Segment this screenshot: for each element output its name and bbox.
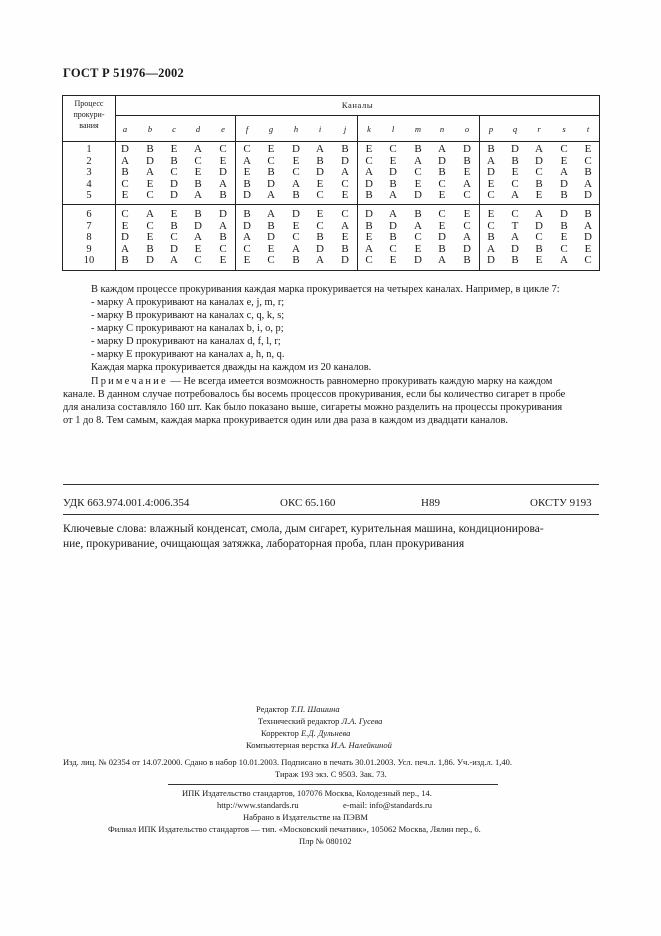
- brand-cell: B: [414, 143, 422, 155]
- brand-cell: C: [584, 254, 592, 266]
- brand-cell: B: [584, 166, 592, 178]
- keywords-line: ние, прокуривание, очищающая затяжка, лабораторная проба, план прокуривания: [63, 538, 465, 550]
- brand-cell: A: [365, 166, 373, 178]
- process-number: 4: [86, 178, 92, 190]
- brand-cell: A: [267, 189, 275, 201]
- brand-cell: A: [194, 189, 202, 201]
- channel-letter-d: d: [195, 124, 201, 134]
- brand-cell: D: [463, 242, 471, 255]
- brand-cell: C: [584, 154, 592, 167]
- channel-letter-h: h: [293, 124, 299, 134]
- channels-header: Каналы: [341, 100, 374, 110]
- channel-letter-f: f: [245, 124, 249, 134]
- brand-cell: A: [560, 166, 568, 178]
- brand-cell: E: [267, 143, 275, 155]
- process-number: 1: [86, 144, 92, 155]
- brand-cell: E: [170, 143, 178, 155]
- brand-cell: A: [584, 219, 592, 232]
- brand-cell: A: [341, 166, 349, 178]
- brand-cell: E: [463, 208, 471, 220]
- credit-role: Корректор: [261, 728, 299, 738]
- smoking-plan-table: [62, 95, 600, 271]
- note-label: Примечание: [91, 376, 168, 387]
- brand-cell: D: [389, 166, 397, 178]
- channel-letter-q: q: [512, 124, 518, 134]
- brand-cell: C: [146, 189, 154, 201]
- brand-cell: D: [170, 242, 178, 255]
- brand-cell: E: [194, 166, 202, 178]
- brand-cell: C: [170, 166, 178, 178]
- brand-cell: C: [511, 208, 519, 220]
- brand-cell: B: [121, 254, 129, 266]
- brand-cell: B: [243, 208, 251, 220]
- brand-cell: B: [560, 219, 568, 232]
- brand-cell: D: [267, 231, 275, 243]
- brand-cell: B: [194, 177, 202, 190]
- brand-cell: D: [438, 154, 446, 167]
- channel-letter-b: b: [147, 124, 153, 134]
- brand-cell: A: [292, 242, 300, 255]
- brand-cell: C: [316, 219, 324, 232]
- process-number: 6: [86, 209, 92, 220]
- process-number: 10: [83, 255, 95, 266]
- brand-cell: D: [194, 219, 202, 232]
- keywords: [63, 522, 603, 552]
- brand-cell: E: [414, 177, 422, 190]
- brand-cell: B: [487, 231, 495, 243]
- brand-cell: B: [292, 254, 300, 266]
- brand-cell: C: [535, 231, 543, 243]
- brand-cell: D: [584, 231, 592, 243]
- oks-code: ОКС 65.160: [280, 497, 336, 509]
- brand-cell: A: [463, 231, 471, 243]
- brand-cell: B: [535, 177, 543, 190]
- credit-role: Редактор: [256, 704, 289, 714]
- table-process-column-rule: [115, 96, 116, 270]
- brand-cell: A: [487, 242, 495, 255]
- paragraph-line: - марку A прокуривают на каналах e, j, m, r;: [91, 297, 285, 308]
- brand-cell: C: [267, 254, 275, 266]
- brand-cell: A: [535, 143, 543, 155]
- brand-cell: D: [487, 166, 495, 178]
- brand-cell: D: [560, 177, 568, 190]
- brand-cell: B: [243, 177, 251, 190]
- brand-cell: E: [365, 231, 373, 243]
- brand-cell: B: [511, 154, 519, 167]
- brand-cell: C: [463, 219, 471, 232]
- publisher-email: e-mail: info@standards.ru: [343, 800, 433, 810]
- brand-cell: D: [243, 189, 251, 201]
- brand-cell: D: [316, 166, 324, 178]
- brand-cell: A: [511, 231, 519, 243]
- brand-cell: B: [194, 208, 202, 220]
- process-header-line: Процесс: [74, 99, 104, 108]
- brand-cell: E: [487, 177, 495, 190]
- brand-cell: D: [438, 231, 446, 243]
- brand-cell: B: [389, 177, 397, 190]
- brand-cell: B: [267, 219, 275, 232]
- brand-cell: E: [219, 154, 227, 167]
- process-number: 3: [86, 167, 92, 178]
- brand-cell: B: [560, 189, 568, 201]
- brand-cell: E: [438, 189, 446, 201]
- brand-cell: C: [414, 231, 422, 243]
- category-code: Н89: [421, 497, 440, 509]
- brand-cell: E: [511, 166, 519, 178]
- brand-cell: E: [560, 154, 568, 167]
- brand-cell: C: [341, 208, 349, 220]
- brand-cell: D: [170, 189, 178, 201]
- brand-cell: E: [316, 177, 324, 190]
- paragraph-line: В каждом процессе прокуривания каждая марка прокуривается на четырех каналах. Например, в цикле 7:: [91, 284, 560, 295]
- brand-cell: B: [341, 242, 349, 255]
- brand-cell: E: [463, 166, 471, 178]
- credit-proofreader: [261, 727, 350, 739]
- brand-cell: D: [292, 208, 300, 220]
- brand-cell: A: [438, 254, 446, 266]
- brand-cell: E: [584, 242, 592, 255]
- brand-cell: E: [438, 219, 446, 232]
- separator-rule: [63, 514, 599, 515]
- paragraph-line: - марку B прокуривают на каналах c, q, k, s;: [91, 310, 285, 321]
- brand-cell: D: [535, 219, 543, 232]
- channel-letter-m: m: [414, 124, 422, 134]
- table-header-rule: [63, 141, 599, 142]
- brand-cell: E: [170, 208, 178, 220]
- brand-cell: D: [511, 143, 519, 155]
- okstu-code: ОКСТУ 9193: [530, 497, 592, 509]
- credit-name: Т.П. Шашина: [290, 704, 340, 714]
- keywords-line: Ключевые слова: влажный конденсат, смола, дым сигарет, курительная машина, кондиционирова-: [63, 523, 544, 535]
- brand-cell: A: [243, 154, 251, 167]
- brand-cell: A: [584, 177, 592, 190]
- brand-cell: E: [121, 189, 129, 201]
- paragraph-line: - марку C прокуривают на каналах b, i, o, p;: [91, 323, 284, 334]
- brand-cell: C: [365, 154, 373, 167]
- brand-cell: A: [463, 177, 471, 190]
- brand-cell: B: [316, 231, 324, 243]
- brand-cell: A: [316, 254, 324, 266]
- brand-cell: A: [438, 143, 446, 155]
- brand-cell: D: [219, 208, 227, 220]
- brand-cell: E: [389, 254, 397, 266]
- brand-cell: T: [511, 219, 519, 232]
- credit-editor: [256, 703, 340, 715]
- brand-cell: C: [243, 143, 251, 155]
- brand-cell: C: [316, 189, 324, 201]
- brand-cell: E: [146, 231, 154, 243]
- brand-cell: E: [292, 219, 300, 232]
- brand-cell: B: [389, 231, 397, 243]
- channel-letter-t: t: [586, 124, 590, 134]
- brand-cell: C: [292, 231, 300, 243]
- brand-cell: D: [121, 143, 129, 155]
- brand-cell: A: [243, 231, 251, 243]
- brand-cell: D: [365, 177, 373, 190]
- brand-cell: E: [219, 254, 227, 266]
- document-header: ГОСТ Р 51976—2002: [63, 66, 184, 80]
- brand-cell: C: [389, 242, 397, 255]
- publisher-typeset: Набрано в Издательстве на ПЭВМ: [243, 812, 368, 822]
- channel-letter-g: g: [268, 124, 274, 134]
- process-column-header: [63, 98, 115, 131]
- note-block: [63, 375, 603, 427]
- brand-cell: D: [292, 143, 300, 155]
- brand-cell: A: [170, 254, 178, 266]
- credit-tech-editor: [258, 715, 382, 727]
- brand-cell: B: [146, 143, 154, 155]
- channel-letter-p: p: [488, 124, 494, 134]
- brand-cell: B: [170, 154, 178, 167]
- brand-cell: E: [535, 254, 543, 266]
- brand-cell: D: [146, 154, 154, 167]
- brand-cell: B: [535, 242, 543, 255]
- brand-cell: B: [121, 166, 129, 178]
- brand-cell: A: [535, 208, 543, 220]
- brand-cell: D: [389, 219, 397, 232]
- brand-cell: E: [487, 208, 495, 220]
- brand-cell: C: [487, 219, 495, 232]
- brand-cell: C: [243, 242, 251, 255]
- brand-cell: A: [146, 208, 154, 220]
- imprint-line: Изд. лиц. № 02354 от 14.07.2000. Сдано в набор 10.01.2003. Подписано в печать 30.01.2003. Усл. печ.л. 1,86. Уч.-изд.л. 1,40.: [63, 757, 512, 767]
- brand-cell: B: [584, 208, 592, 220]
- credit-role: Компьютерная верстка: [246, 740, 329, 750]
- publisher-license: Плр № 080102: [299, 836, 352, 846]
- brand-cell: A: [365, 242, 373, 255]
- brand-cell: C: [146, 219, 154, 232]
- brand-cell: C: [267, 154, 275, 167]
- brand-cell: C: [170, 231, 178, 243]
- brand-cell: A: [389, 189, 397, 201]
- paragraph-line: - марку D прокуривают на каналах d, f, l, r;: [91, 336, 281, 347]
- brand-cell: A: [341, 219, 349, 232]
- paragraph-line: Каждая марка прокуривается дважды на каждом из 20 каналов.: [91, 362, 372, 373]
- brand-cell: D: [414, 189, 422, 201]
- paragraph-line: - марку E прокуривают на каналах a, h, n, q.: [91, 349, 285, 360]
- brand-cell: A: [121, 154, 129, 167]
- brand-cell: C: [414, 166, 422, 178]
- brand-cell: C: [365, 254, 373, 266]
- brand-cell: E: [267, 242, 275, 255]
- process-number: 5: [86, 190, 92, 201]
- brand-cell: D: [121, 231, 129, 243]
- brand-cell: D: [414, 254, 422, 266]
- note-line: — Не всегда имеется возможность равномерно прокуривать каждую марку на каждом: [167, 376, 553, 387]
- process-number: 9: [86, 243, 92, 255]
- brand-cell: A: [389, 208, 397, 220]
- brand-cell: C: [560, 242, 568, 255]
- brand-cell: E: [365, 143, 373, 155]
- brand-cell: C: [438, 177, 446, 190]
- brand-cell: C: [341, 177, 349, 190]
- brand-cell: C: [194, 254, 202, 266]
- brand-cell: B: [219, 189, 227, 201]
- brand-cell: E: [389, 154, 397, 167]
- brand-cell: D: [316, 242, 324, 255]
- channel-letter-k: k: [367, 124, 371, 134]
- brand-cell: C: [463, 189, 471, 201]
- credit-role: Технический редактор: [258, 716, 340, 726]
- brand-cell: E: [243, 166, 251, 178]
- brand-cell: B: [463, 154, 471, 167]
- publisher-branch: Филиал ИПК Издательство стандартов — тип. «Московский печатник», 105062 Москва, Лялин пер., 6.: [108, 824, 481, 834]
- credit-name: Е.Д. Дульнева: [301, 728, 351, 738]
- brand-cell: B: [414, 208, 422, 220]
- table-group-rule: [63, 204, 599, 205]
- brand-cell: C: [219, 143, 227, 155]
- note-line: от 1 до 8. Тем самым, каждая марка прокуривается один или два раза в каждом из двадцати каналов.: [63, 415, 508, 426]
- channel-letter-i: i: [318, 124, 322, 134]
- brand-cell: B: [170, 219, 178, 232]
- imprint-line: Тираж 193 экз. С 9503. Зак. 73.: [275, 769, 387, 779]
- channel-letter-r: r: [537, 124, 541, 134]
- brand-cell: B: [365, 219, 373, 232]
- credit-name: И.А. Налейкиной: [330, 740, 392, 750]
- brand-cell: D: [487, 254, 495, 266]
- brand-cell: A: [560, 254, 568, 266]
- channel-letter-s: s: [562, 124, 566, 134]
- brand-cell: D: [341, 254, 349, 266]
- brand-cell: C: [121, 208, 129, 220]
- brand-cell: B: [146, 242, 154, 255]
- credit-name: Л.А. Гусева: [341, 716, 383, 726]
- brand-cell: A: [146, 166, 154, 178]
- channel-letter-l: l: [391, 124, 395, 134]
- brand-cell: C: [219, 242, 227, 255]
- brand-cell: C: [438, 208, 446, 220]
- plan-explanation: [91, 283, 611, 374]
- brand-cell: B: [487, 143, 495, 155]
- table-channel-group-rule: [235, 115, 236, 270]
- separator-rule: [63, 484, 599, 485]
- imprint-block: [63, 756, 603, 780]
- brand-cell: A: [511, 189, 519, 201]
- brand-cell: D: [463, 143, 471, 155]
- brand-cell: E: [243, 254, 251, 266]
- brand-cell: D: [511, 242, 519, 255]
- table-channel-group-rule: [357, 115, 358, 270]
- brand-cell: E: [121, 219, 129, 232]
- brand-cell: D: [341, 154, 349, 167]
- brand-cell: E: [535, 189, 543, 201]
- brand-cell: B: [365, 189, 373, 201]
- brand-cell: B: [292, 189, 300, 201]
- process-number: 7: [86, 220, 92, 232]
- brand-cell: E: [194, 242, 202, 255]
- brand-cell: E: [341, 231, 349, 243]
- brand-cell: B: [219, 231, 227, 243]
- brand-cell: C: [487, 189, 495, 201]
- note-line: канале. В данном случае потребовалось бы восемь процессов прокуривания, если бы количество сигарет в пробе: [63, 389, 566, 400]
- brand-cell: D: [535, 154, 543, 167]
- brand-cell: A: [267, 208, 275, 220]
- brand-cell: E: [560, 231, 568, 243]
- channel-letter-c: c: [172, 124, 176, 134]
- brand-cell: B: [438, 242, 446, 255]
- brand-cell: A: [121, 242, 129, 255]
- channel-letter-e: e: [221, 124, 225, 134]
- brand-cell: C: [194, 154, 202, 167]
- brand-cell: D: [146, 254, 154, 266]
- brand-cell: A: [487, 154, 495, 167]
- brand-cell: B: [316, 154, 324, 167]
- brand-cell: E: [341, 189, 349, 201]
- brand-cell: A: [194, 143, 202, 155]
- channel-letter-o: o: [464, 124, 470, 134]
- brand-cell: C: [511, 177, 519, 190]
- brand-cell: B: [438, 166, 446, 178]
- brand-cell: D: [219, 166, 227, 178]
- brand-cell: C: [292, 166, 300, 178]
- channel-letter-j: j: [343, 124, 347, 134]
- brand-cell: D: [267, 177, 275, 190]
- brand-cell: B: [267, 166, 275, 178]
- brand-cell: A: [219, 219, 227, 232]
- brand-cell: D: [170, 177, 178, 190]
- brand-cell: C: [389, 143, 397, 155]
- brand-cell: B: [511, 254, 519, 266]
- process-header-line: вания: [79, 121, 99, 130]
- brand-cell: A: [219, 177, 227, 190]
- process-number: 2: [86, 155, 92, 167]
- brand-cell: E: [292, 154, 300, 167]
- brand-cell: D: [584, 189, 592, 201]
- udk-code: УДК 663.974.001.4:006.354: [63, 497, 190, 509]
- brand-cell: E: [316, 208, 324, 220]
- publisher-website: http://www.standards.ru: [217, 800, 299, 810]
- brand-cell: A: [292, 177, 300, 190]
- brand-cell: E: [414, 242, 422, 255]
- brand-cell: A: [316, 143, 324, 155]
- channel-letter-a: a: [122, 124, 128, 134]
- brand-cell: A: [414, 219, 422, 232]
- brand-cell: C: [560, 143, 568, 155]
- note-line: для анализа составляло 160 шт. Как было показано выше, сигареты можно разделить на процессы прокуривания: [63, 402, 563, 413]
- brand-cell: E: [146, 177, 154, 190]
- channel-letter-n: n: [439, 124, 445, 134]
- process-header-line: прокури-: [73, 110, 105, 119]
- brand-cell: D: [365, 208, 373, 220]
- table-channel-group-rule: [479, 115, 480, 270]
- credit-layout: [246, 739, 392, 751]
- brand-cell: D: [243, 219, 251, 232]
- separator-rule: [168, 784, 498, 785]
- brand-cell: E: [584, 143, 592, 155]
- brand-cell: B: [341, 143, 349, 155]
- process-number: 8: [86, 232, 92, 243]
- brand-cell: D: [560, 208, 568, 220]
- brand-cell: C: [121, 177, 129, 190]
- brand-cell: C: [535, 166, 543, 178]
- publisher-address: ИПК Издательство стандартов, 107076 Москва, Колодезный пер., 14.: [182, 788, 432, 798]
- brand-cell: A: [194, 231, 202, 243]
- brand-cell: A: [414, 154, 422, 167]
- brand-cell: B: [463, 254, 471, 266]
